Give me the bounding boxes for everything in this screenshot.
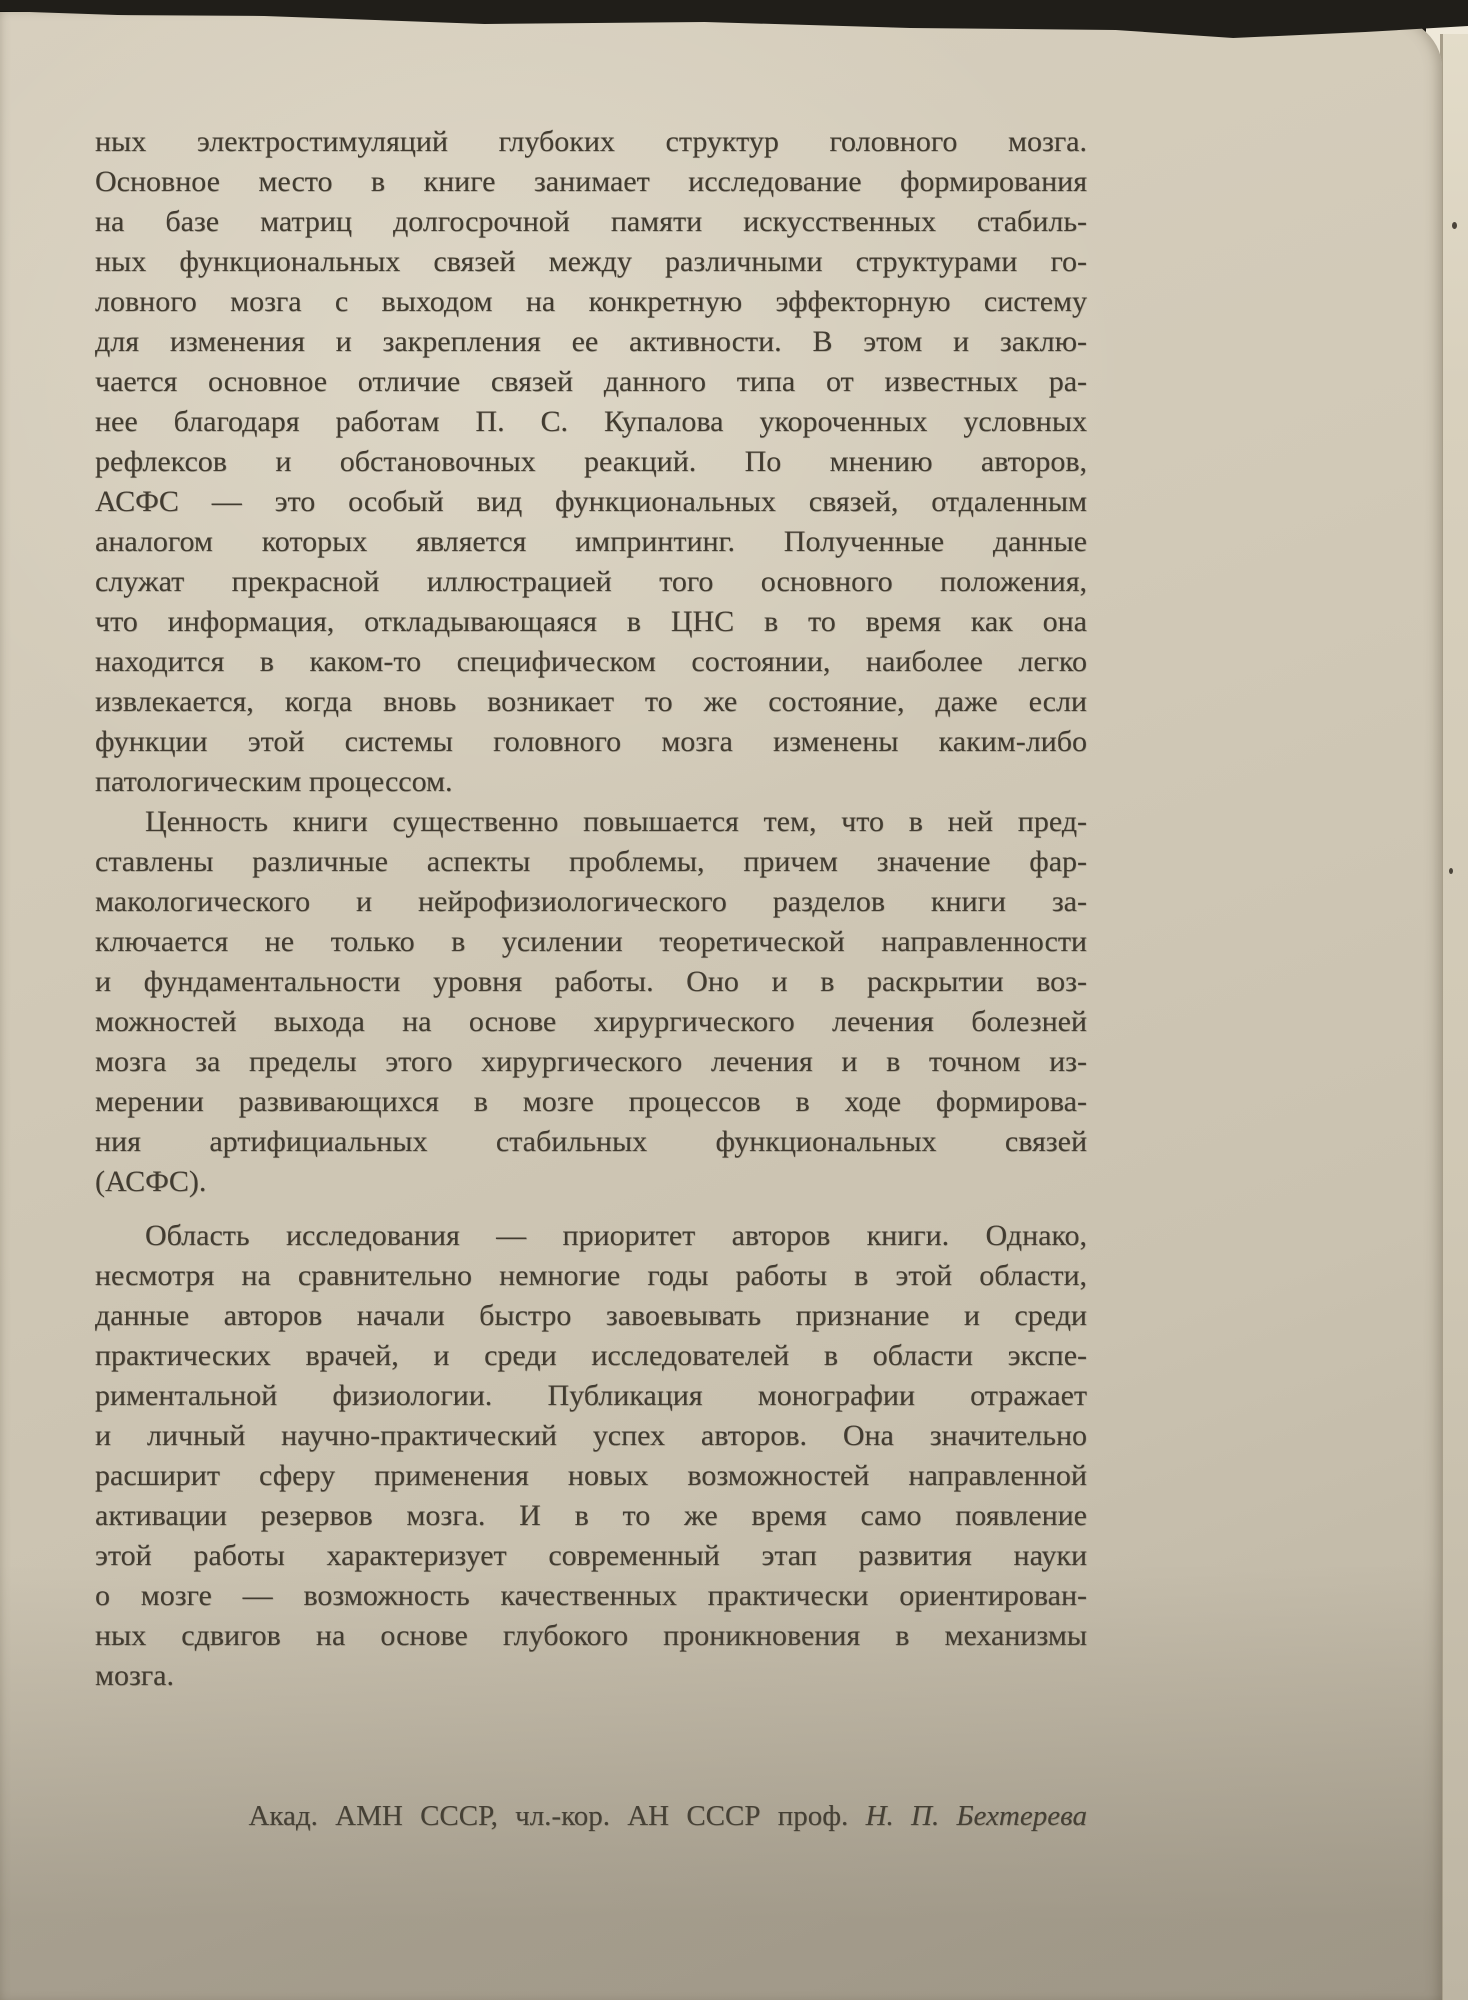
signature: [95, 1800, 1087, 1833]
paper-speck: [1449, 868, 1453, 874]
text-line: (АСФС).: [95, 1165, 207, 1198]
text-line: чается основное отличие связей данного типа от известных ра-: [95, 365, 1087, 398]
text-line: ния артифициальных стабильных функциональных связей: [95, 1125, 1087, 1158]
text-line: несмотря на сравнительно немногие годы работы в этой области,: [95, 1259, 1087, 1292]
text-line: риментальной физиологии. Публикация монографии отражает: [95, 1379, 1087, 1412]
text-line: можностей выхода на основе хирургического лечения болезней: [95, 1005, 1087, 1038]
text-line: патологическим процессом.: [95, 765, 453, 798]
text-line: ставлены различные аспекты проблемы, причем значение фар-: [95, 845, 1087, 878]
text-line: для изменения и закрепления ее активности. В этом и заклю-: [95, 325, 1087, 358]
text-line: данные авторов начали быстро завоевывать признание и среди: [95, 1299, 1087, 1332]
text-line: макологического и нейрофизиологического разделов книги за-: [95, 885, 1087, 918]
page-paper: [0, 12, 1442, 2000]
text-line: извлекается, когда вновь возникает то же состояние, даже если: [95, 685, 1087, 718]
text-line: мозга.: [95, 1659, 174, 1692]
text-line: аналогом которых является импринтинг. Полученные данные: [95, 525, 1087, 558]
signature-name: Н. П. Бехтерева: [865, 1800, 1087, 1832]
text-line: этой работы характеризует современный этап развития науки: [95, 1539, 1087, 1572]
text-line: ключается не только в усилении теоретической направленности: [95, 925, 1087, 958]
text-line: функции этой системы головного мозга изменены каким-либо: [95, 725, 1087, 758]
paper-speck: [1452, 222, 1457, 229]
text-line: рефлексов и обстановочных реакций. По мнению авторов,: [95, 445, 1087, 478]
signature-prefix: Акад. АМН СССР, чл.-кор. АН СССР проф.: [248, 1800, 849, 1832]
text-line: расширит сферу применения новых возможностей направленной: [95, 1459, 1087, 1492]
text-line: Основное место в книге занимает исследование формирования: [95, 165, 1087, 198]
text-line: ловного мозга с выходом на конкретную эффекторную систему: [95, 285, 1087, 318]
text-line: что информация, откладывающаяся в ЦНС в то время как она: [95, 605, 1087, 638]
text-line: активации резервов мозга. И в то же время само появление: [95, 1499, 1087, 1532]
text-line: ных сдвигов на основе глубокого проникновения в механизмы: [95, 1619, 1087, 1652]
text-line: Область исследования — приоритет авторов книги. Однако,: [145, 1219, 1087, 1252]
text-line: нее благодаря работам П. С. Купалова укороченных условных: [95, 405, 1087, 438]
text-line: о мозге — возможность качественных практически ориентирован-: [95, 1579, 1087, 1612]
text-line: и фундаментальности уровня работы. Оно и в раскрытии воз-: [95, 965, 1087, 998]
text-line: мозга за пределы этого хирургического лечения и в точном из-: [95, 1045, 1087, 1078]
text-line: и личный научно-практический успех авторов. Она значительно: [95, 1419, 1087, 1452]
text-line: находится в каком-то специфическом состоянии, наиболее легко: [95, 645, 1087, 678]
book-fore-edge: [1440, 34, 1468, 2000]
text-line: АСФС — это особый вид функциональных связей, отдаленным: [95, 485, 1087, 518]
text-line: служат прекрасной иллюстрацией того основного положения,: [95, 565, 1087, 598]
text-line: на базе матриц долгосрочной памяти искусственных стабиль-: [95, 205, 1087, 238]
text-line: ных электростимуляций глубоких структур головного мозга.: [95, 125, 1087, 158]
text-line: ных функциональных связей между различными структурами го-: [95, 245, 1087, 278]
text-line: Ценность книги существенно повышается тем, что в ней пред-: [145, 805, 1087, 838]
page-text: [95, 122, 1087, 1696]
text-line: практических врачей, и среди исследователей в области экспе-: [95, 1339, 1087, 1372]
text-line: мерении развивающихся в мозге процессов в ходе формирова-: [95, 1085, 1087, 1118]
